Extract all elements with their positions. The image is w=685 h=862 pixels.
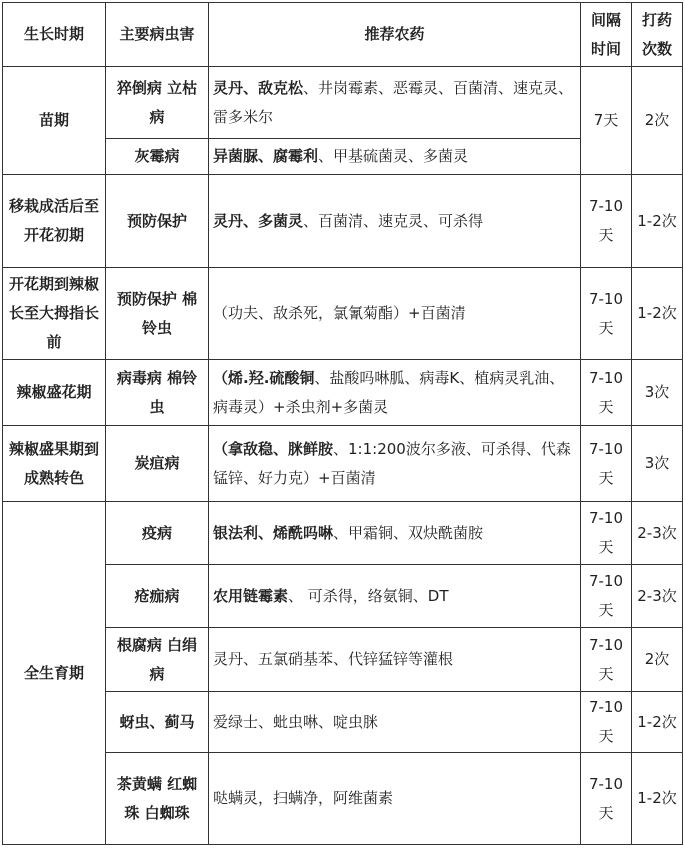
stage-cell: 苗期 [3,67,106,175]
pesticide-text: 、1:1:200波尔多液、可杀得、代森锰锌、好力克）+百菌清 [213,439,571,487]
times-cell: 1-2次 [632,692,683,753]
pesticide-text: 、甲基硫菌灵、多菌灵 [318,147,469,165]
pest-cell: 根腐病 白绢病 [106,628,209,692]
header-times: 打药次数 [632,3,683,67]
pesticide-text: 、百菌清、速克灵、可杀得 [303,211,484,230]
pesticide-bold: 灵丹、敌克松 [213,78,304,97]
stage-cell: 全生育期 [3,502,106,845]
times-cell: 1-2次 [632,268,683,360]
pesticide-text: 、盐酸吗啉胍、病毒K、植病灵乳油、病毒灵）+杀虫剂+多菌灵 [213,368,565,416]
pesticide-text: 、 可杀得，络氨铜、DT [288,586,449,605]
pesticide-cell [209,692,581,753]
table-row [3,360,683,426]
pest-cell: 病毒病 棉铃虫 [106,360,209,426]
pesticide-cell [209,426,581,502]
header-pest: 主要病虫害 [106,3,209,67]
pesticide-table [2,2,683,845]
stage-cell: 开花期到辣椒长至大拇指长前 [3,268,106,360]
header-interval: 间隔时间 [581,3,632,67]
times-cell: 2-3次 [632,565,683,628]
pest-cell: 灰霉病 [106,139,209,175]
stage-cell: 移栽成活后至 开花初期 [3,175,106,268]
pesticide-cell [209,360,581,426]
header-pesticide: 推荐农药 [209,3,581,67]
interval-cell: 7-10天 [581,565,632,628]
header-stage: 生长时期 [3,3,106,67]
interval-cell: 7-10天 [581,692,632,753]
stage-cell: 辣椒盛花期 [3,360,106,426]
pesticide-text: 爱绿士、蚍虫啉、啶虫脒 [213,712,379,731]
pest-cell: 疮痂病 [106,565,209,628]
times-cell: 1-2次 [632,753,683,845]
table-row [3,175,683,268]
pesticide-text: 、甲霜铜、双炔酰菌胺 [333,523,484,542]
pest-cell: 猝倒病 立枯病 [106,67,209,139]
pesticide-cell [209,139,581,175]
interval-cell: 7-10天 [581,753,632,845]
stage-cell: 辣椒盛果期到 成熟转色 [3,426,106,502]
pest-cell: 预防保护 [106,175,209,268]
pesticide-text: （功夫、敌杀死，氯氰菊酯）+百菌清 [213,304,466,322]
pest-cell: 疫病 [106,502,209,565]
table-row [3,426,683,502]
interval-cell: 7-10天 [581,628,632,692]
pesticide-bold: 灵丹、多菌灵 [213,211,304,230]
pesticide-cell [209,565,581,628]
pesticide-bold: 银法利、烯酰吗啉 [213,523,334,542]
table-row [3,67,683,139]
pest-cell: 茶黄螨 红蜘珠 白蜘珠 [106,753,209,845]
pesticide-cell [209,753,581,845]
table-row [3,502,683,565]
pesticide-bold: 农用链霉素 [213,586,289,605]
pesticide-bold: 异菌脲、腐霉利 [213,147,319,165]
pesticide-text: 灵丹、五氯硝基苯、代锌猛锌等灌根 [213,650,454,668]
header-row [3,3,683,67]
table-row [3,268,683,360]
interval-cell: 7-10天 [581,426,632,502]
pesticide-cell [209,175,581,268]
pesticide-cell [209,628,581,692]
pest-cell: 预防保护 棉铃虫 [106,268,209,360]
pest-cell: 蚜虫、蓟马 [106,692,209,753]
times-cell: 2-3次 [632,502,683,565]
times-cell: 1-2次 [632,175,683,268]
times-cell: 2次 [632,628,683,692]
interval-cell: 7天 [581,67,632,175]
pesticide-text: 哒螨灵，扫螨净，阿维菌素 [213,789,394,807]
interval-cell: 7-10天 [581,502,632,565]
pest-cell: 炭疽病 [106,426,209,502]
times-cell: 2次 [632,67,683,175]
pesticide-bold: （烯.羟.硫酸铜 [213,368,315,387]
pesticide-bold: （拿敌稳、脒鲜胺 [213,439,334,458]
pesticide-cell [209,502,581,565]
pesticide-text: 、井岗霉素、恶霉灵、百菌清、速克灵、雷多米尔 [213,78,574,126]
times-cell: 3次 [632,360,683,426]
pesticide-cell [209,268,581,360]
times-cell: 3次 [632,426,683,502]
pesticide-cell [209,67,581,139]
interval-cell: 7-10天 [581,175,632,268]
interval-cell: 7-10天 [581,360,632,426]
interval-cell: 7-10天 [581,268,632,360]
